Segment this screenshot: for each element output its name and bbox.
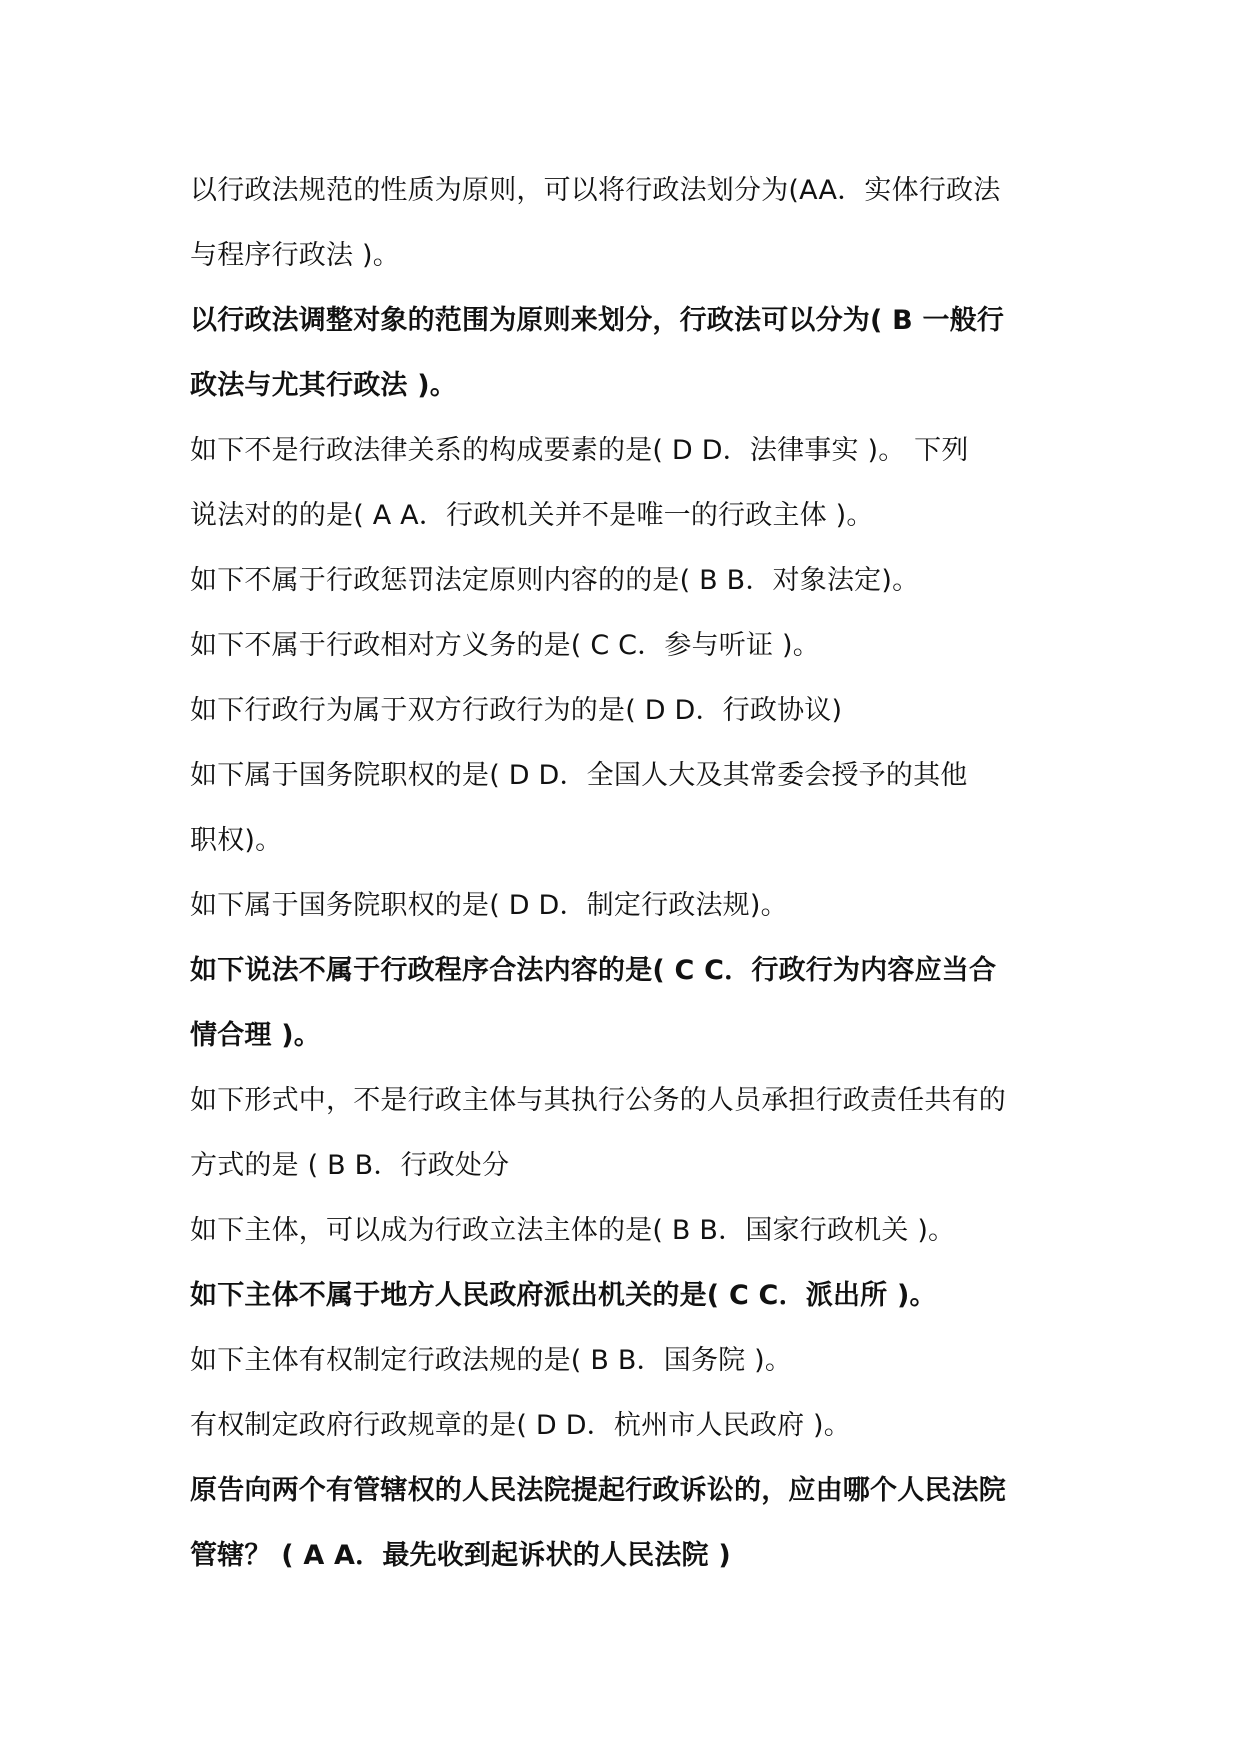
- document-line: 如下属于国务院职权的是( D D．制定行政法规)。: [190, 890, 788, 921]
- document-line: 如下主体有权制定行政法规的是( B B．国务院 )。: [190, 1345, 793, 1376]
- document-line: 如下形式中，不是行政主体与其执行公务的人员承担行政责任共有的: [190, 1085, 1006, 1116]
- document-line: 政法与尤其行政法 )。: [190, 370, 457, 401]
- document-line: 如下主体，可以成为行政立法主体的是( B B．国家行政机关 )。: [190, 1215, 956, 1246]
- document-line: 说法对的的是( A A．行政机关并不是唯一的行政主体 )。: [190, 500, 874, 531]
- document-line: 如下属于国务院职权的是( D D．全国人大及其常委会授予的其他: [190, 760, 968, 791]
- document-line: 方式的是 ( B B．行政处分: [190, 1150, 510, 1181]
- document-line: 有权制定政府行政规章的是( D D．杭州市人民政府 )。: [190, 1410, 851, 1441]
- document-line: 管辖？ ( A A．最先收到起诉状的人民法院 ): [190, 1540, 731, 1571]
- document-line: 职权)。: [190, 825, 283, 856]
- document-line: 如下不属于行政相对方义务的是( C C．参与听证 )。: [190, 630, 820, 661]
- document-line: 以行政法规范的性质为原则，可以将行政法划分为(AA．实体行政法: [190, 175, 1001, 206]
- document-body: [190, 158, 1070, 1588]
- document-line: 原告向两个有管辖权的人民法院提起行政诉讼的，应由哪个人民法院: [190, 1475, 1006, 1506]
- document-line: 如下行政行为属于双方行政行为的是( D D．行政协议): [190, 695, 843, 726]
- document-line: 与程序行政法 )。: [190, 240, 400, 271]
- document-line: 如下说法不属于行政程序合法内容的是( C C．行政行为内容应当合: [190, 955, 997, 986]
- document-line: 以行政法调整对象的范围为原则来划分，行政法可以分为( B 一般行: [190, 305, 1005, 336]
- document-line: 如下主体不属于地方人民政府派出机关的是( C C．派出所 )。: [190, 1280, 937, 1311]
- document-line: 如下不是行政法律关系的构成要素的是( D D．法律事实 )。 下列: [190, 435, 969, 466]
- document-line: 如下不属于行政惩罚法定原则内容的的是( B B．对象法定)。: [190, 565, 920, 596]
- document-line: 情合理 )。: [190, 1020, 321, 1051]
